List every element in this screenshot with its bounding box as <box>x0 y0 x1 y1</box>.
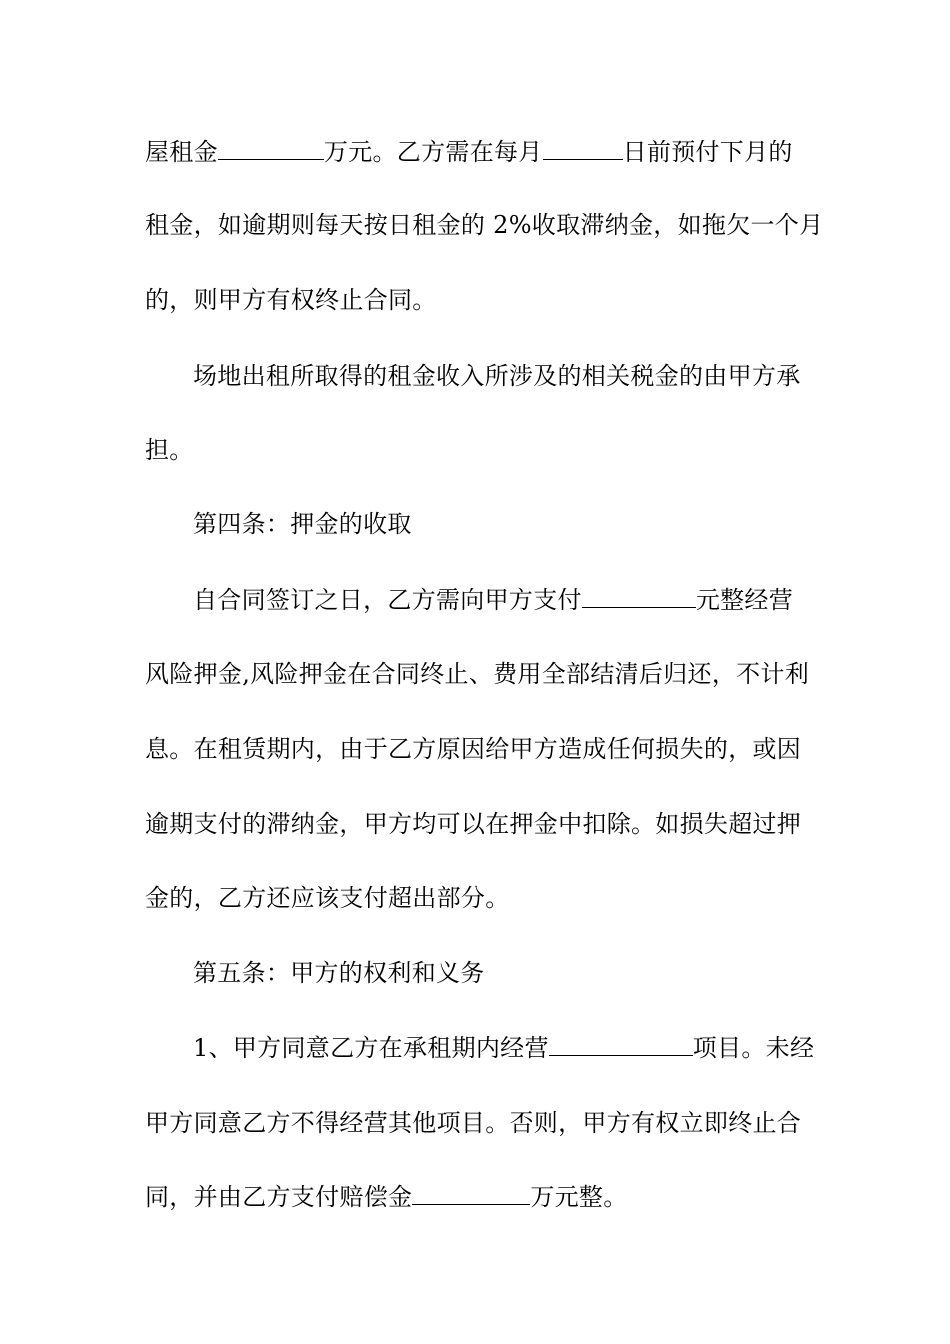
article-4-heading: 第四条：押金的收取 <box>193 510 412 538</box>
deposit-amount-blank <box>582 585 696 608</box>
deposit-line-1 <box>193 585 810 615</box>
rent-text: 屋租金 <box>145 138 218 166</box>
deposit-line-3: 息。在租赁期内，由于乙方原因给甲方造成任何损失的，或因 <box>145 735 802 763</box>
item1-text: 1、甲方同意乙方在承租期内经营 <box>193 1034 549 1062</box>
rent-text: 日前预付下月的 <box>622 138 793 166</box>
business-item-blank <box>549 1033 693 1056</box>
item1-text: 同，并由乙方支付赔偿金 <box>145 1183 413 1211</box>
deposit-line-4: 逾期支付的滞纳金，甲方均可以在押金中扣除。如损失超过押 <box>145 810 802 838</box>
item1-text: 万元整。 <box>530 1183 628 1211</box>
article-5-heading: 第五条：甲方的权利和义务 <box>193 959 485 987</box>
compensation-amount-blank <box>412 1182 530 1205</box>
rent-text: 万元。乙方需在每月 <box>323 138 543 166</box>
item1-line-3 <box>145 1182 810 1212</box>
item1-text: 项目。未经 <box>692 1034 815 1062</box>
deposit-line-2: 风险押金,风险押金在合同终止、费用全部结清后归还，不计利 <box>145 660 810 688</box>
rent-line-2: 租金，如逾期则每天按日租金的 2%收取滞纳金，如拖欠一个月 <box>145 211 824 239</box>
item1-line-1 <box>193 1033 815 1063</box>
deposit-line-5: 金的，乙方还应该支付超出部分。 <box>145 884 510 912</box>
rent-amount-blank <box>218 137 324 160</box>
item1-line-2: 甲方同意乙方不得经营其他项目。否则，甲方有权立即终止合 <box>145 1109 802 1137</box>
deposit-text: 元整经营 <box>695 586 794 614</box>
deposit-text: 自合同签订之日，乙方需向甲方支付 <box>193 586 582 614</box>
payment-day-blank <box>543 137 623 160</box>
rent-line-3: 的，则甲方有权终止合同。 <box>145 286 437 314</box>
tax-line-1: 场地出租所取得的租金收入所涉及的相关税金的由甲方承 <box>193 362 801 390</box>
rent-line-1 <box>145 137 810 167</box>
tax-line-2: 担。 <box>145 436 194 464</box>
